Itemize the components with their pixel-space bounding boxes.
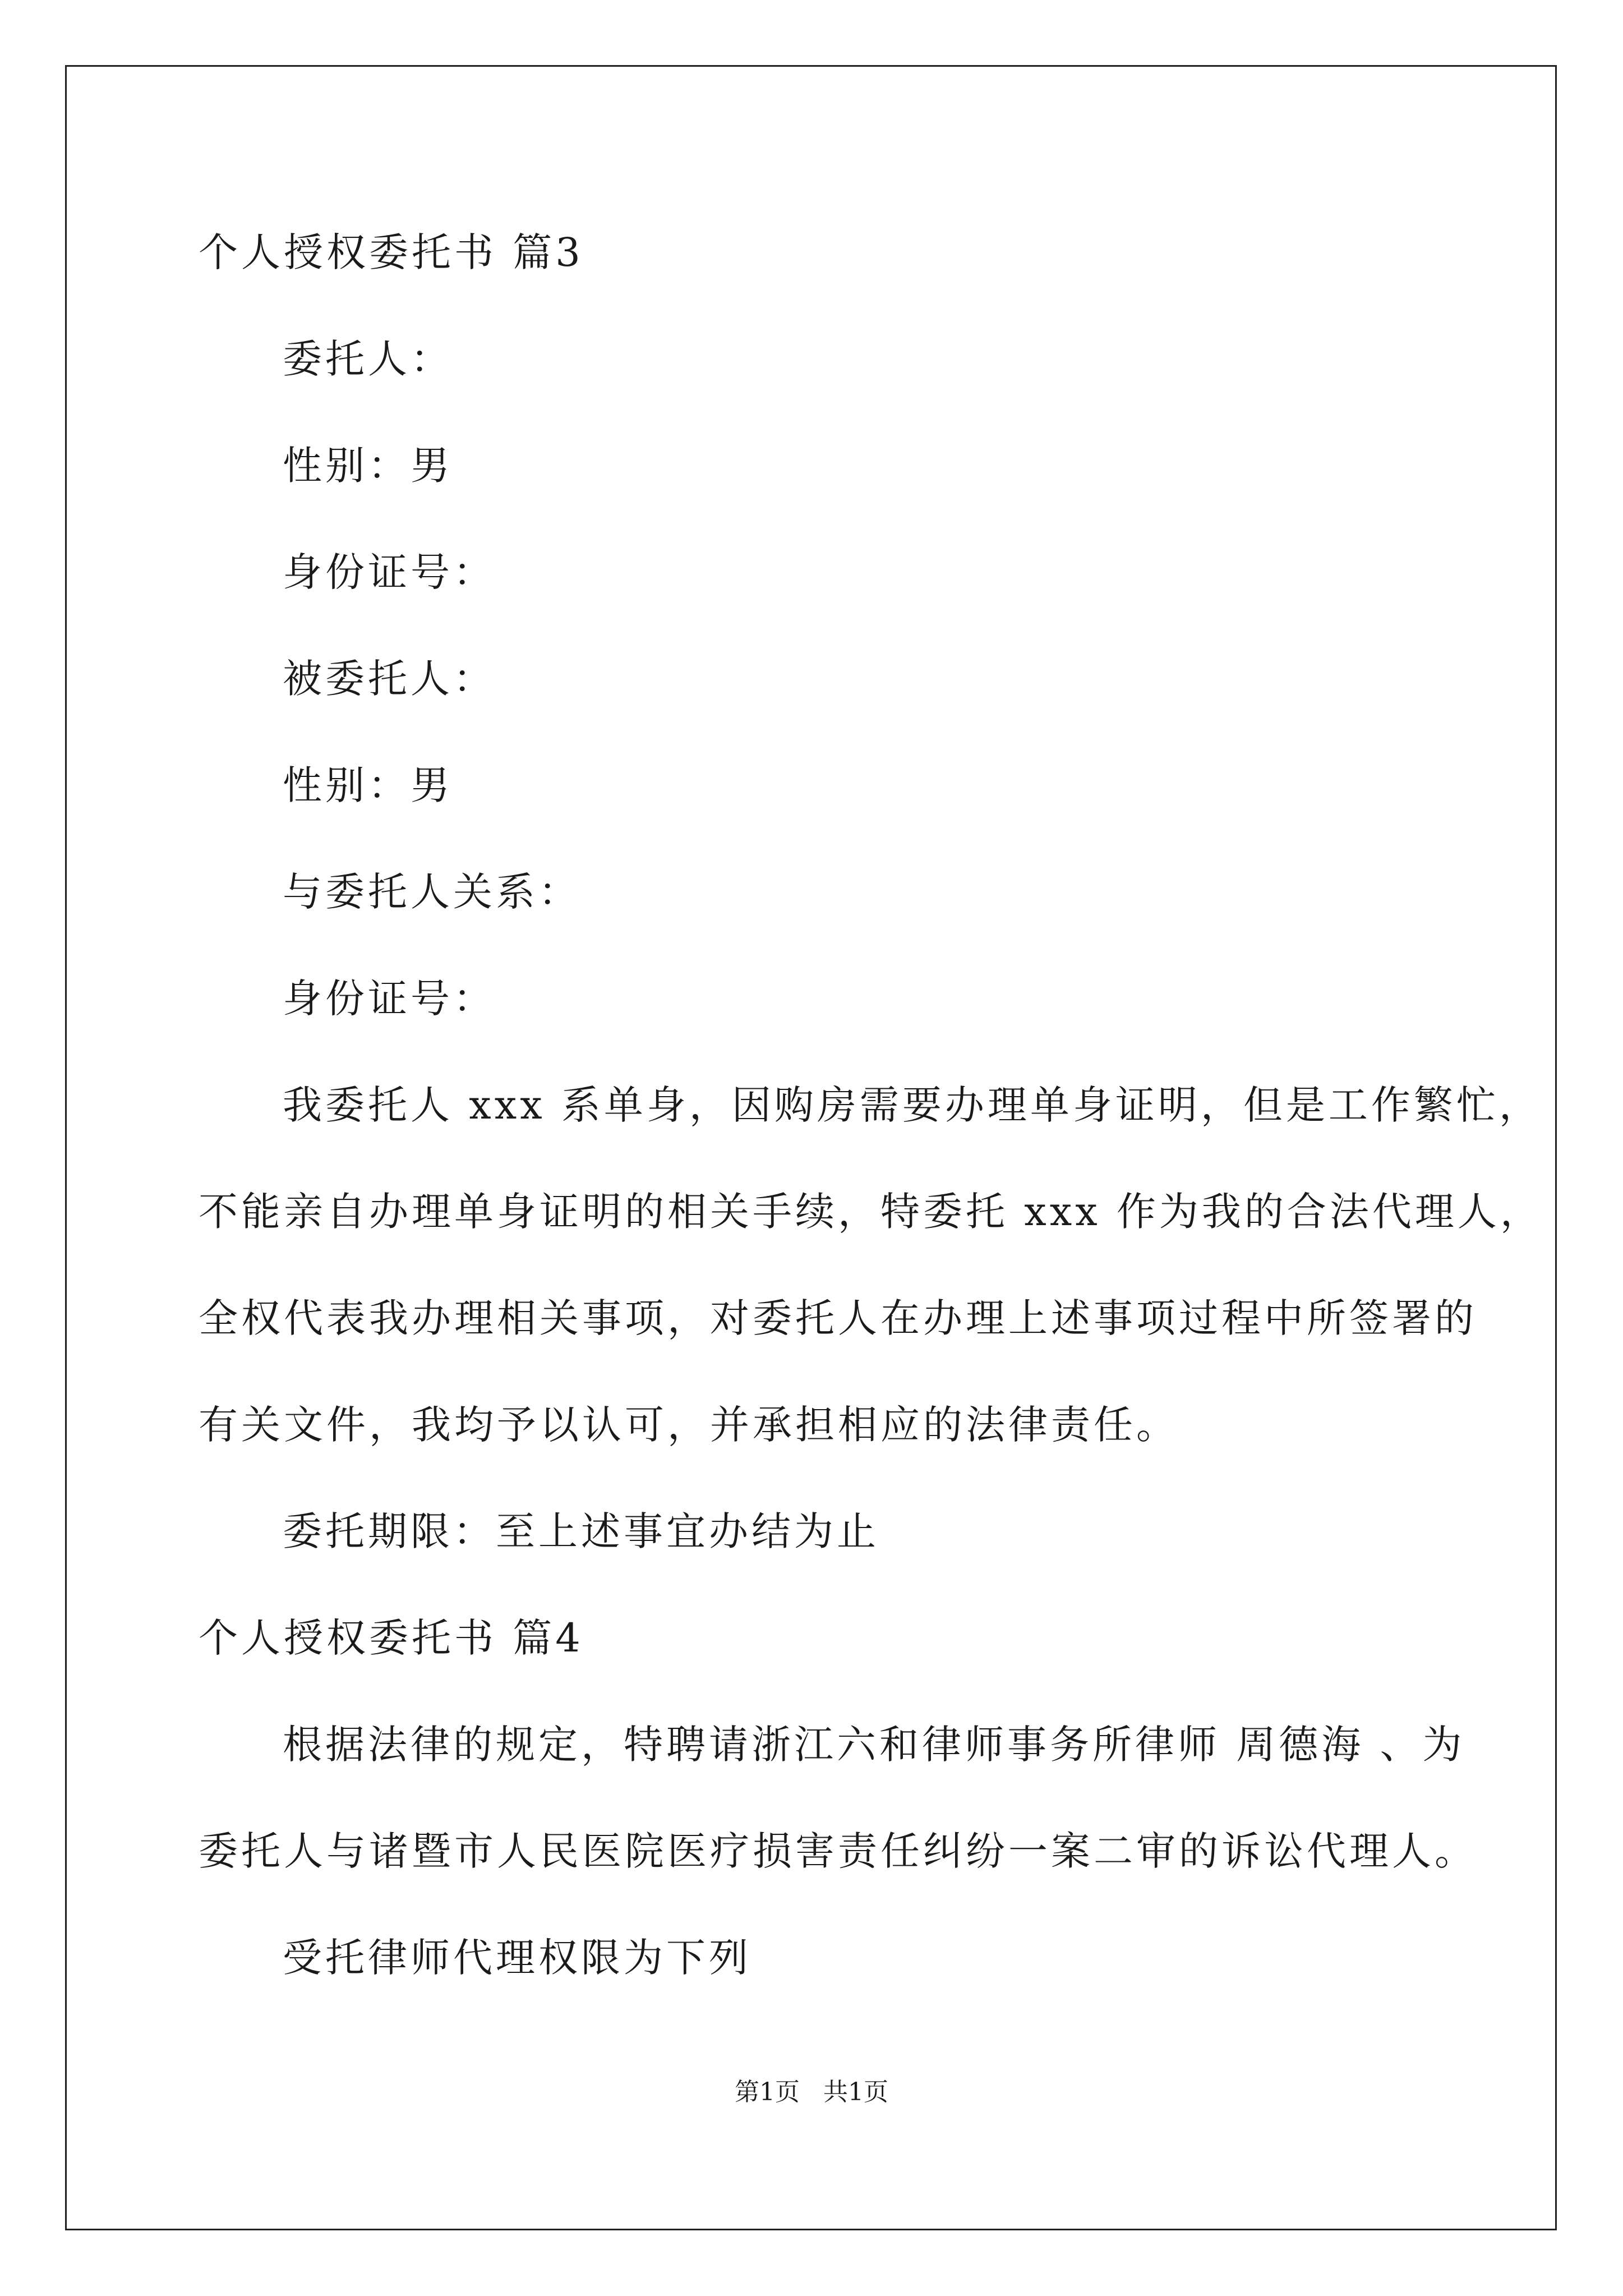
page-frame (65, 65, 1557, 2230)
field-agent: 被委托人： (283, 656, 496, 702)
paragraph-line: 我委托人 xxx 系单身，因购房需要办理单身证明，但是工作繁忙， (283, 1082, 1542, 1128)
field-gender-principal: 性别：男 (283, 443, 453, 489)
field-principal: 委托人： (283, 336, 453, 382)
field-id-principal: 身份证号： (283, 549, 496, 595)
page-footer: 第1页 共1页 (735, 2078, 888, 2106)
paragraph-line: 有关文件，我均予以认可，并承担相应的法律责任。 (199, 1402, 1179, 1448)
section-heading-3: 个人授权委托书 篇3 (199, 229, 584, 275)
field-relationship: 与委托人关系： (283, 869, 581, 915)
paragraph-line: 受托律师代理权限为下列 (283, 1935, 751, 1981)
paragraph-line: 全权代表我办理相关事项，对委托人在办理上述事项过程中所签署的 (199, 1295, 1477, 1341)
field-id-agent: 身份证号： (283, 976, 496, 1022)
paragraph-line: 委托人与诸暨市人民医院医疗损害责任纠纷一案二审的诉讼代理人。 (199, 1828, 1477, 1874)
field-gender-agent: 性别：男 (283, 762, 453, 808)
paragraph-line: 根据法律的规定，特聘请浙江六和律师事务所律师 周德海 、为 (283, 1722, 1465, 1768)
paragraph-line: 不能亲自办理单身证明的相关手续，特委托 xxx 作为我的合法代理人， (199, 1189, 1543, 1235)
field-term: 委托期限：至上述事宜办结为止 (283, 1508, 879, 1554)
section-heading-4: 个人授权委托书 篇4 (199, 1615, 584, 1661)
